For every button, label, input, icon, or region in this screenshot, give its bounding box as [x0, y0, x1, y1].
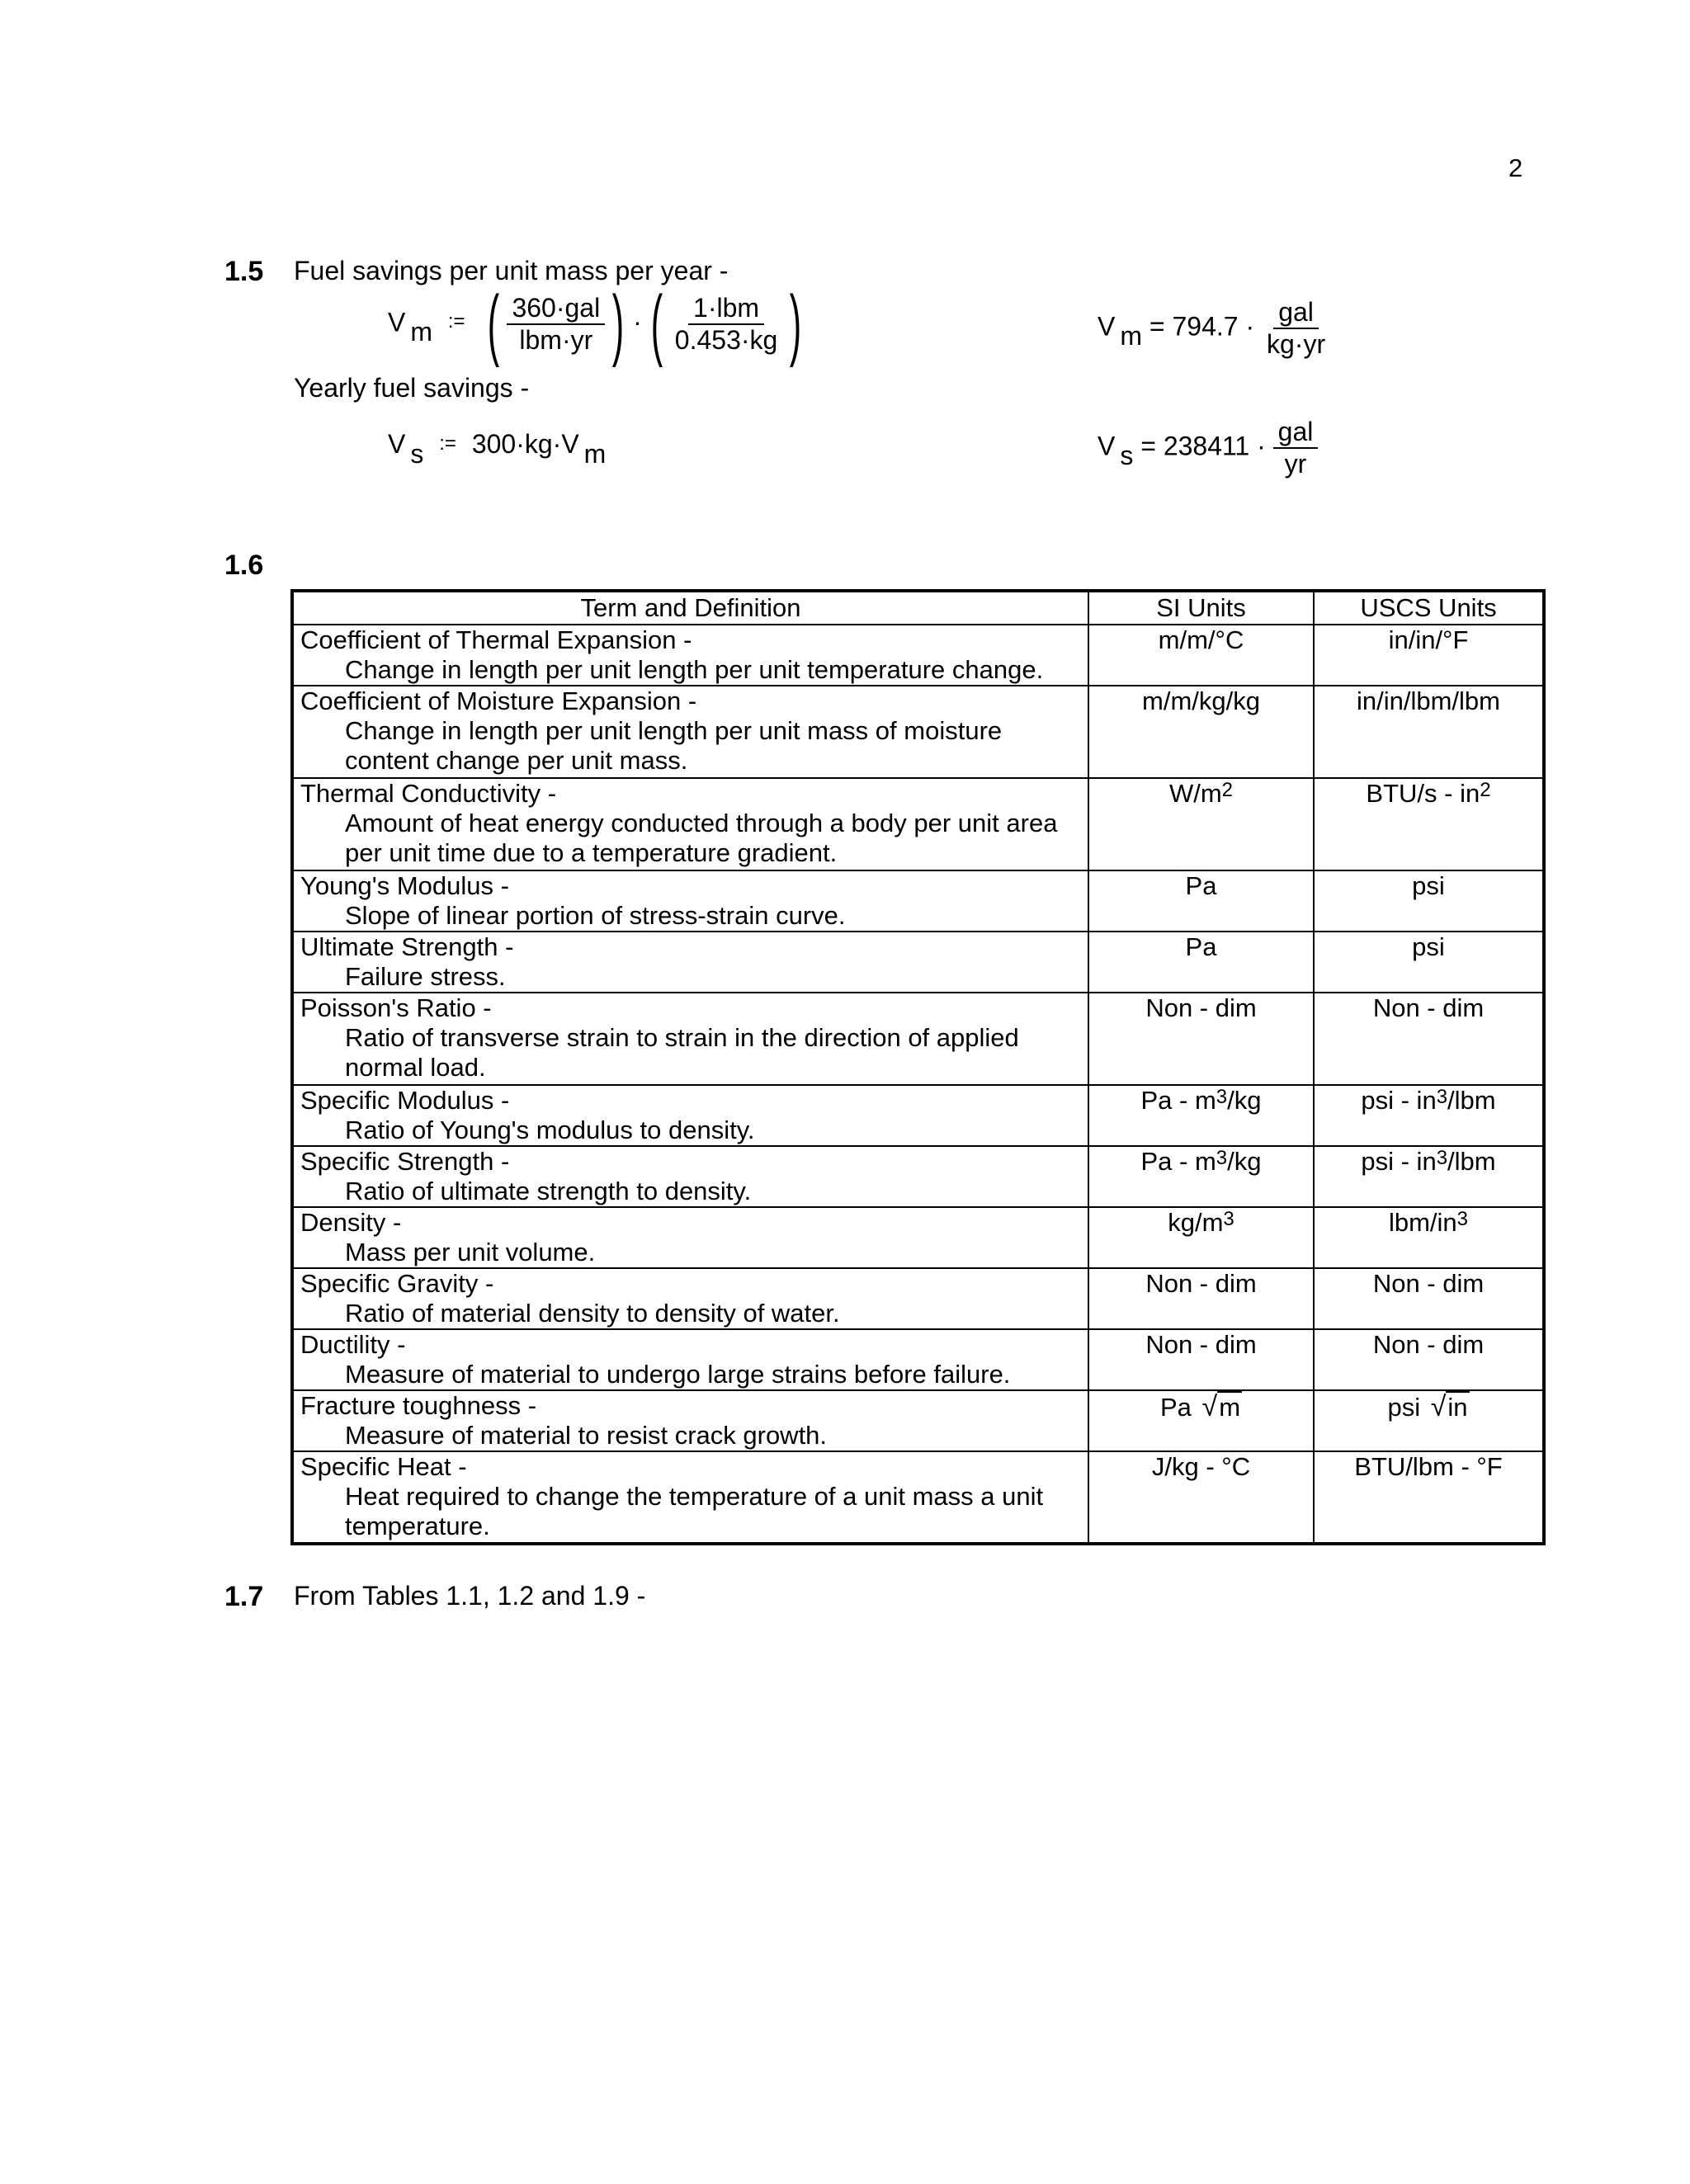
si-units-cell: $W/m^2$: [1088, 778, 1314, 870]
term-name: Thermal Conductivity -: [300, 779, 557, 808]
header-uscs-units: USCS Units: [1314, 591, 1544, 625]
term-definition: Ratio of transverse strain to strain in the direction of applied normal load.: [345, 1023, 1019, 1082]
term-name: Young's Modulus -: [300, 871, 509, 900]
eq1-result-fraction: $\frac{\text{gal}}{kg\cdot yr}$: [1266, 297, 1326, 359]
si-units-cell: Pa - $m^3/kg$: [1088, 1146, 1314, 1207]
page-number: 2: [1508, 153, 1523, 182]
section-1-7-text: From Tables 1.1, 1.2 and 1.9 -: [294, 1581, 646, 1611]
term-definition: Ratio of material density to density of water.: [345, 1299, 840, 1328]
uscs-units-cell: Non - dim: [1314, 993, 1544, 1085]
uscs-units-cell: Non - dim: [1314, 1268, 1544, 1329]
section-number-1-7: 1.7: [224, 1581, 264, 1612]
si-units-cell: m/m/°C: [1088, 625, 1314, 686]
si-units-cell: Pa √m: [1088, 1390, 1314, 1451]
term-name: Density -: [300, 1208, 402, 1237]
uscs-units-cell: psi: [1314, 870, 1544, 932]
si-units-cell: m/m/kg/kg: [1088, 686, 1314, 778]
table-row: [292, 1085, 1544, 1146]
term-definition: Mass per unit volume.: [345, 1238, 596, 1267]
term-name: Specific Strength -: [300, 1147, 510, 1176]
eq1-assign: :=: [447, 310, 465, 333]
term-name: Ultimate Strength -: [300, 932, 514, 961]
eq1-fraction-2: $\frac{\text{1·lbm}}{0.453\cdot kg}$: [674, 293, 778, 355]
table-row: [292, 1268, 1544, 1329]
table-row: [292, 1146, 1544, 1207]
uscs-units-cell: $BTU/s - in^2$: [1314, 778, 1544, 870]
term-name: Ductility -: [300, 1330, 406, 1359]
uscs-units-cell: lbm/$in^3$: [1314, 1207, 1544, 1268]
square-root-symbol: √m: [1201, 1391, 1241, 1422]
term-name: Specific Gravity -: [300, 1269, 494, 1298]
term-name: Specific Modulus -: [300, 1086, 510, 1115]
table-row: [292, 870, 1544, 932]
si-units-cell: $kg/m^3$: [1088, 1207, 1314, 1268]
table-row: [292, 993, 1544, 1085]
uscs-units-cell: in/in/°F: [1314, 625, 1544, 686]
term-cell: [292, 625, 1088, 686]
section-number-1-6: 1.6: [224, 550, 264, 581]
term-name: Coefficient of Thermal Expansion -: [300, 625, 692, 654]
term-definition: Failure stress.: [345, 962, 506, 991]
term-cell: [292, 932, 1088, 993]
uscs-units-cell: in/in/lbm/lbm: [1314, 686, 1544, 778]
term-name: Coefficient of Moisture Expansion -: [300, 686, 697, 715]
si-units-cell: Pa: [1088, 932, 1314, 993]
term-cell: [292, 1451, 1088, 1544]
eq2-result-fraction: $\frac{\text{gal}}{yr}$: [1273, 417, 1319, 479]
section-1-5-heading: Fuel savings per unit mass per year -: [294, 256, 729, 285]
term-definition: Amount of heat energy conducted through a body per unit area per unit time due to a temperature gradient.: [345, 809, 1058, 867]
table-row: [292, 625, 1544, 686]
uscs-units-cell: psi: [1314, 932, 1544, 993]
eq1-lhs-sub: m: [410, 317, 432, 347]
table-row: [292, 778, 1544, 870]
si-units-cell: Non - dim: [1088, 1268, 1314, 1329]
si-units-cell: Pa - $m^3/kg$: [1088, 1085, 1314, 1146]
table-row: [292, 1390, 1544, 1451]
term-cell: [292, 778, 1088, 870]
header-term: Term and Definition: [292, 591, 1088, 625]
si-units-cell: J/kg - °C: [1088, 1451, 1314, 1544]
term-name: Specific Heat -: [300, 1452, 467, 1481]
term-cell: [292, 1268, 1088, 1329]
table-row: [292, 1207, 1544, 1268]
term-cell: [292, 1085, 1088, 1146]
term-definition: Ratio of Young's modulus to density.: [345, 1116, 755, 1144]
equation-vs-result: V s = 238411 · $\frac{\text{gal}}{yr}$: [1098, 417, 1318, 479]
equation-vm-result: V m = 794.7 · $\frac{\text{gal}}{kg\cdot yr}$: [1098, 297, 1330, 360]
si-units-cell: Non - dim: [1088, 1329, 1314, 1390]
properties-table: [290, 589, 1546, 1545]
term-cell: [292, 993, 1088, 1085]
term-cell: [292, 1329, 1088, 1390]
header-si-units: SI Units: [1088, 591, 1314, 625]
uscs-units-cell: psi - $in^3$/lbm: [1314, 1146, 1544, 1207]
equation-vs-definition: V s := 300·kg·V m: [388, 429, 607, 469]
table-row: [292, 932, 1544, 993]
term-cell: [292, 1207, 1088, 1268]
term-definition: Change in length per unit length per unit mass of moisture content change per unit mass.: [345, 716, 1003, 775]
term-definition: Ratio of ultimate strength to density.: [345, 1177, 752, 1205]
si-units-cell: Non - dim: [1088, 993, 1314, 1085]
term-definition: Measure of material to resist crack growth.: [345, 1421, 828, 1450]
term-definition: Slope of linear portion of stress-strain curve.: [345, 901, 846, 930]
eq1-lhs-var: V: [388, 307, 406, 337]
term-name: Fracture toughness -: [300, 1391, 537, 1420]
si-units-cell: Pa: [1088, 870, 1314, 932]
square-root-symbol: √in: [1430, 1391, 1468, 1422]
term-name: Poisson's Ratio -: [300, 993, 492, 1022]
uscs-units-cell: Non - dim: [1314, 1329, 1544, 1390]
equation-vm-definition: V m := ( $\frac{\text{360·gal}}{\text{lbm·yr}}$ ) · ( $\frac{\text{1·lbm}}{0.453\cdot kg}$ ): [388, 280, 802, 368]
term-cell: [292, 870, 1088, 932]
table-row: [292, 1451, 1544, 1544]
term-definition: Change in length per unit length per unit temperature change.: [345, 655, 1044, 684]
uscs-units-cell: psi - $in^3$/lbm: [1314, 1085, 1544, 1146]
section-number-1-5: 1.5: [224, 256, 264, 287]
table-header-row: [292, 591, 1544, 625]
term-definition: Heat required to change the temperature of a unit mass a unit temperature.: [345, 1482, 1044, 1540]
table-row: [292, 686, 1544, 778]
eq1-fraction-1: $\frac{\text{360·gal}}{\text{lbm·yr}}$: [507, 293, 605, 356]
uscs-units-cell: BTU/lbm - °F: [1314, 1451, 1544, 1544]
term-cell: [292, 686, 1088, 778]
section-1-5-subheading: Yearly fuel savings -: [294, 373, 530, 403]
term-definition: Measure of material to undergo large strains before failure.: [345, 1360, 1011, 1389]
table-row: [292, 1329, 1544, 1390]
uscs-units-cell: psi √in: [1314, 1390, 1544, 1451]
term-cell: [292, 1390, 1088, 1451]
term-cell: [292, 1146, 1088, 1207]
